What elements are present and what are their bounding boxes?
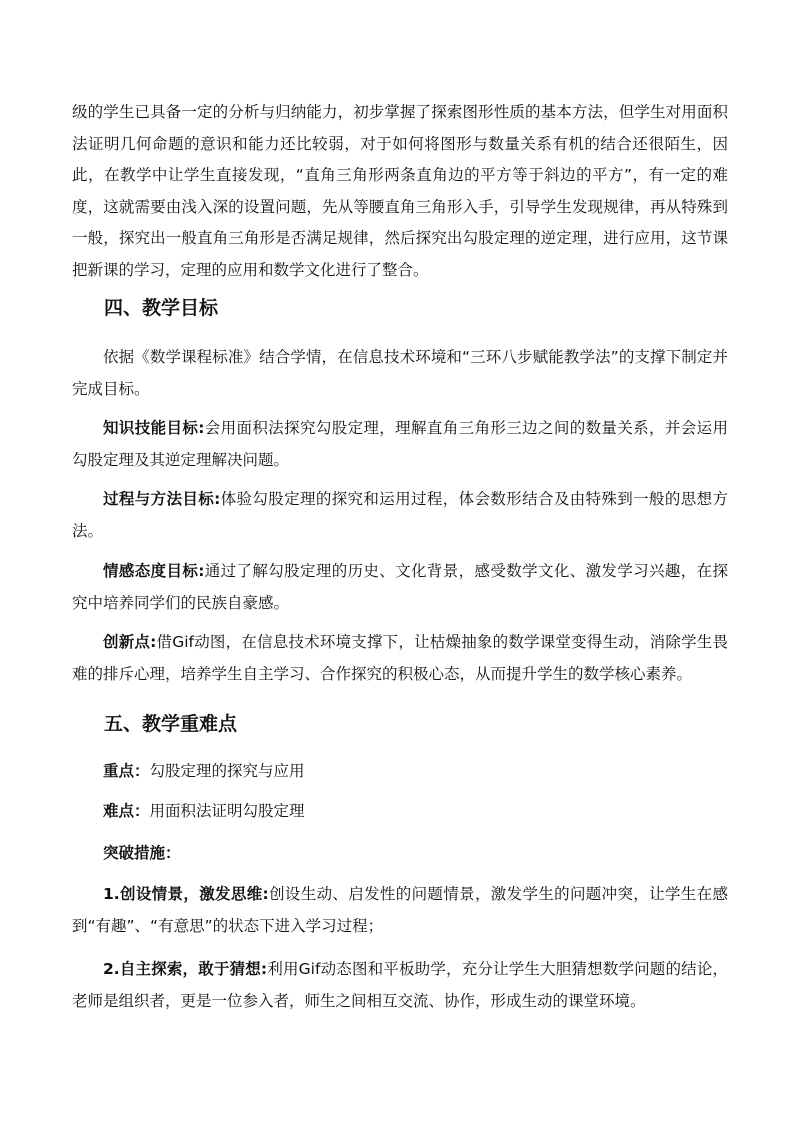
goal-label: 情感态度目标: [103,562,205,580]
measure-item [72,879,728,942]
goal-knowledge-skill [72,413,728,476]
difficult-point-text: 用面积法证明勾股定理 [149,802,305,820]
measure-label: 2.自主探索，敢于猜想: [103,960,268,978]
goal-process-method [72,484,728,547]
section-heading-teaching-goals: 四、教学目标 [104,297,219,319]
measure-text: 利用Gif动态图和平板助学，充分让学生大胆猜想数学问题的结论，老师是组织者，更是一位参入者，师生之间相互交流、协作，形成生动的课堂环境。 [72,960,729,1010]
measure-label: 1.创设情景，激发思维: [103,885,269,903]
goal-emotion-attitude [72,556,728,619]
difficult-point-line [72,796,728,828]
key-point-text: 勾股定理的探究与应用 [149,762,305,780]
measure-text: 创设生动、启发性的问题情景，激发学生的问题冲突，让学生在感到“有趣”、“有意思”的状态下进入学习过程； [72,885,728,935]
intro-paragraph: 级的学生已具备一定的分析与归纳能力，初步掌握了探索图形性质的基本方法，但学生对用面积法证明几何命题的意识和能力还比较弱，对于如何将图形与数量关系有机的结合还很陌生，因此，在教学中让学生直接发现，“直角三角形两条直角边的平方等于斜边的平方”，有一定的难度，这就需要由浅入深的设置问题，先从等腰直角三角形入手，引导学生发现规律，再从特殊到一般，探究出一般直角三角形是否满足规律，然后探究出勾股定理的逆定理，进行应用，这节课把新课的学习，定理的应用和数学文化进行了整合。 [72,103,728,279]
key-point-label: 重点： [103,762,150,780]
goal-label: 知识技能目标: [103,419,205,437]
goal-text: 会用面积法探究勾股定理，理解直角三角形三边之间的数量关系，并会运用勾股定理及其逆定理解决问题。 [72,419,728,469]
goal-text: 借Gif动图，在信息技术环境支撑下，让枯燥抽象的数学课堂变得生动，消除学生畏难的排斥心理，培养学生自主学习、合作探究的积极心态，从而提升学生的数学核心素养。 [72,633,729,683]
goal-label: 创新点: [103,633,157,651]
goal-text: 通过了解勾股定理的历史、文化背景，感受数学文化、激发学习兴趣，在探究中培养同学们的民族自豪感。 [72,562,728,612]
key-point-line [72,756,728,788]
measures-label: 突破措施： [103,844,181,862]
goal-innovation [72,627,728,690]
difficult-point-label: 难点： [103,802,150,820]
goal-text: 体验勾股定理的探究和运用过程，体会数形结合及由特殊到一般的思想方法。 [72,490,728,540]
goal-label: 过程与方法目标: [103,490,221,508]
measure-item [72,954,728,1017]
goals-basis-paragraph: 依据《数学课程标准》结合学情，在信息技术环境和“三环八步赋能教学法”的支撑下制定并完成目标。 [72,348,728,398]
section-heading-key-difficult-points: 五、教学重难点 [104,713,238,735]
